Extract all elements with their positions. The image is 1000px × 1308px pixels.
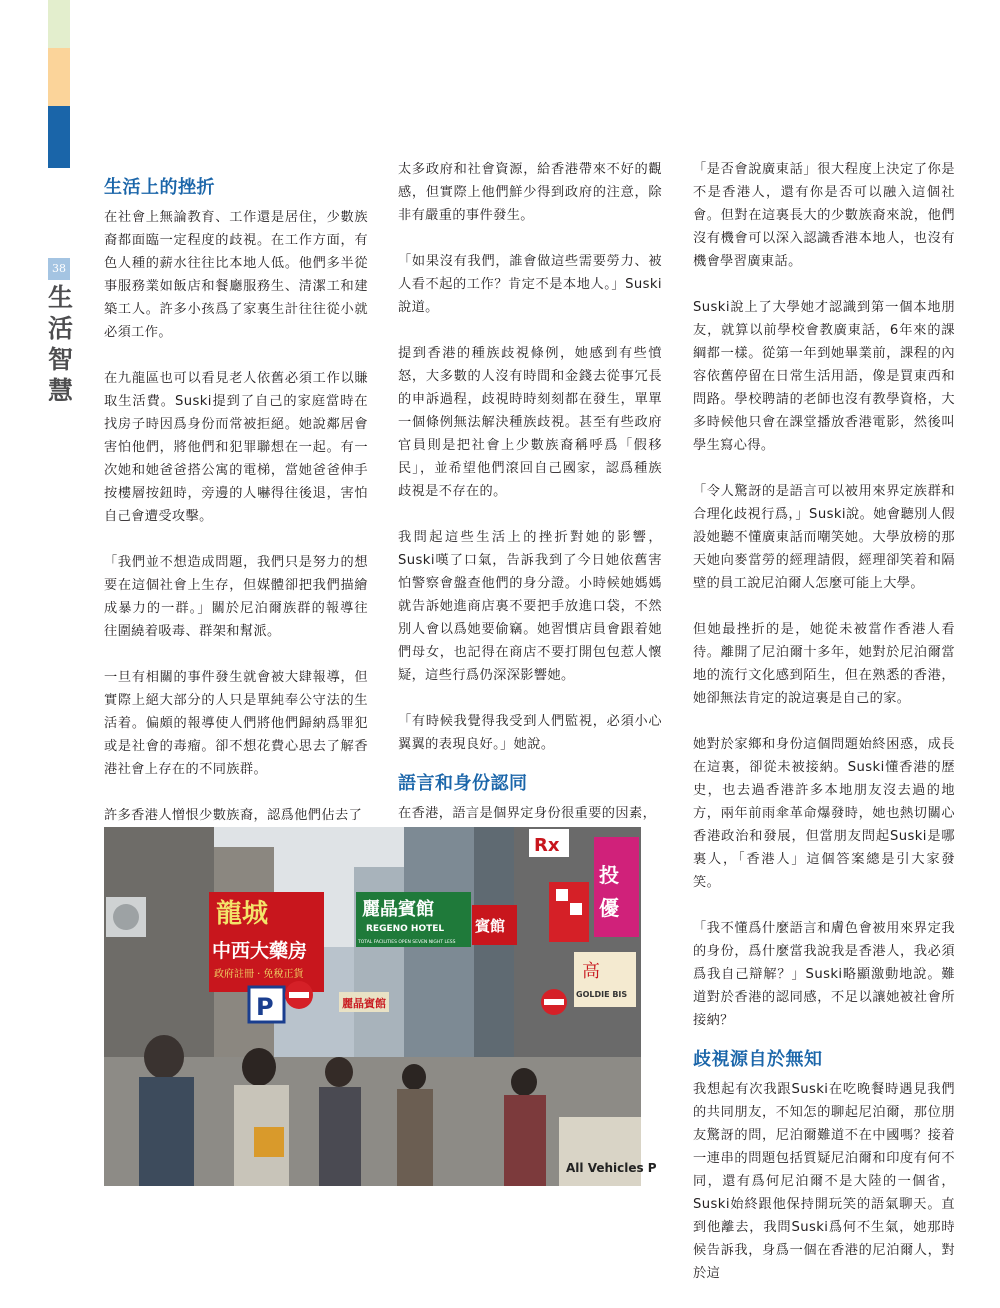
- sign-registered: 政府註冊 · 免稅正貨: [214, 969, 304, 980]
- section-title-char: 生: [48, 283, 74, 312]
- article-paragraph: 「我不懂爲什麼語言和膚色會被用來界定我的身份，爲什麼當我說我是香港人，我必須爲我自己辯解？」Suski略顯激動地說。難道對於香港的認同感，不足以讓她被社會所接納？: [693, 921, 955, 1028]
- section-title-char: 活: [48, 314, 74, 343]
- sign-rx: Rx: [534, 835, 560, 856]
- sign-p: P: [256, 993, 274, 1021]
- sign-hotel-en: REGENO HOTEL: [366, 924, 445, 934]
- street-scene-photo: [104, 827, 657, 1186]
- sign-binguan: 賓館: [475, 917, 506, 935]
- sign-goldie: GOLDIE BIS: [576, 990, 628, 999]
- article-paragraph: 提到香港的種族歧視條例，她感到有些憤怒，大多數的人沒有時間和金錢去從事冗長的申訴過程，歧視時時刻刻都在發生，單單一個條例無法解決種族歧視。甚至有些政府官員則是把社會上少數族裔稱呼爲「假移民」，並希望他們滾回自己國家，認爲種族歧視是不存在的。: [398, 346, 662, 499]
- article-column-3: [693, 158, 955, 1308]
- page-number: 38: [48, 258, 70, 280]
- article-paragraph: 我問起這些生活上的挫折對她的影響，Suski嘆了口氣，告訴我到了今日她依舊害怕警察會盤查他們的身分證。小時候她媽媽就告訴她進商店裏不要把手放進口袋，不然別人會以爲她要偷竊。她習慣店員會跟着她們母女，也記得在商店不要打開包包惹人懷疑，這些行爲仍深深影響她。: [398, 530, 662, 683]
- article-paragraph: 但她最挫折的是，她從未被當作香港人看待。離開了尼泊爾十多年，她對於尼泊爾當地的流行文化感到陌生，但在熟悉的香港，她卻無法肯定的說這裏是自己的家。: [693, 622, 955, 706]
- article-paragraph: 「有時候我覺得我受到人們監視，必須小心翼翼的表現良好。」她說。: [398, 714, 662, 752]
- section-heading-language-identity: 語言和身份認同: [398, 773, 528, 794]
- sign-pharmacy: 中西大藥房: [212, 940, 308, 962]
- sidebar-color-block-blue: [48, 106, 70, 168]
- section-title-char: 智: [48, 345, 74, 374]
- article-paragraph: 在九龍區也可以看見老人依舊必須工作以賺取生活費。Suski提到了自己的家庭當時在找房子時因爲身份而常被拒絕。她說鄰居會害怕他們，將他們和犯罪聯想在一起。有一次她和她爸爸搭公寓的電梯，當她爸爸伸手按樓層按鈕時，旁邊的人嚇得往後退，害怕自己會遭受攻擊。: [104, 371, 368, 524]
- sign-tou: 投: [599, 863, 619, 887]
- article-paragraph: 太多政府和社會資源，給香港帶來不好的觀感，但實際上他們鮮少得到政府的注意，除非有嚴重的事件發生。: [398, 162, 662, 223]
- article-column-1: [104, 174, 368, 850]
- sign-dragon-city: 龍城: [216, 899, 269, 929]
- article-paragraph: 一旦有相關的事件發生就會被大肆報導，但實際上絕大部分的人只是單純奉公守法的生活着。偏頗的報導使人們將他們歸納爲罪犯或是社會的毒瘤。卻不想花費心思去了解香港社會上存在的不同族群。: [104, 670, 368, 777]
- section-title-char: 慧: [48, 376, 74, 405]
- article-paragraph: 她對於家鄉和身份這個問題始終困惑，成長在這裏，卻從未被接納。Suski懂香港的歷史，也去過香港許多本地朋友沒去過的地方，兩年前雨傘革命爆發時，她也熱切關心香港政治和發展，但當朋友問起Suski是哪裏人，「香港人」這個答案總是引大家發笑。: [693, 737, 955, 890]
- article-paragraph: 「我們並不想造成問題，我們只是努力的想要在這個社會上生存，但媒體卻把我們描繪成暴力的一群。」關於尼泊爾族群的報導往往圍繞着吸毒、群架和幫派。: [104, 555, 368, 639]
- article-column-2: [398, 158, 662, 848]
- article-paragraph: Suski說上了大學她才認識到第一個本地朋友，就算以前學校會教廣東話，6年來的課綱都一樣。從第一年到她畢業前，課程的內容依舊停留在日常生活用語，像是買東西和問路。學校聘請的老師也沒有教學資格，大多時候他只會在課堂播放香港電影，然後叫學生寫心得。: [693, 300, 955, 453]
- sign-hotel-sub: TOTAL FACILITIES OPEN SEVEN NIGHT LESS: [358, 940, 456, 945]
- section-heading-life-setbacks: 生活上的挫折: [104, 177, 215, 198]
- section-heading-ignorance: 歧視源自於無知: [693, 1049, 823, 1070]
- sidebar-color-block-green: [48, 0, 70, 48]
- sign-all-vehicles: All Vehicles P: [566, 1161, 657, 1175]
- article-paragraph: 許多香港人憎恨少數族裔，認爲他們佔去了: [104, 808, 363, 823]
- article-paragraph: 我想起有次我跟Suski在吃晚餐時遇見我們的共同朋友，不知怎的聊起尼泊爾，那位朋友驚訝的問，尼泊爾難道不在中國嗎？接着一連串的問題包括質疑尼泊爾和印度有何不同，還有爲何尼泊爾不是大陸的一個省，Suski始終跟他保持開玩笑的語氣聊天。直到他離去，我問Suski爲何不生氣，她那時候告訴我，身爲一個在香港的尼泊爾人，對於這: [693, 1082, 955, 1281]
- article-paragraph: 「是否會說廣東話」很大程度上決定了你是不是香港人，還有你是否可以融入這個社會。但對在這裏長大的少數族裔來說，他們沒有機會可以深入認識香港本地人，也沒有機會學習廣東話。: [693, 162, 955, 269]
- sign-gao: 高: [582, 961, 600, 982]
- article-paragraph: 「如果沒有我們，誰會做這些需要勞力、被人看不起的工作？肯定不是本地人。」Suski說道。: [398, 254, 662, 315]
- article-paragraph: 在社會上無論教育、工作還是居住，少數族裔都面臨一定程度的歧視。在工作方面，有色人種的薪水往往比本地人低。他們多半從事服務業如飯店和餐廳服務生、清潔工和建築工人。許多小孩爲了家裏生計往往從小就必須工作。: [104, 210, 368, 340]
- sign-hotel-cn: 麗晶賓館: [362, 899, 434, 920]
- sign-hotel-2: 麗晶賓館: [342, 997, 386, 1010]
- article-paragraph: 在香港，語言是個界定身份很重要的因素，: [398, 806, 657, 821]
- section-title: [48, 282, 74, 406]
- article-paragraph: 「令人驚訝的是語言可以被用來界定族群和合理化歧視行爲，」Suski說。她會聽別人假設她聽不懂廣東話而嘲笑她。大學放榜的那天她向麥當勞的經理請假，經理卻笑着和隔壁的員工說尼泊爾人怎麼可能上大學。: [693, 484, 955, 591]
- sign-you: 優: [599, 896, 619, 920]
- sidebar-color-block-orange: [48, 48, 70, 106]
